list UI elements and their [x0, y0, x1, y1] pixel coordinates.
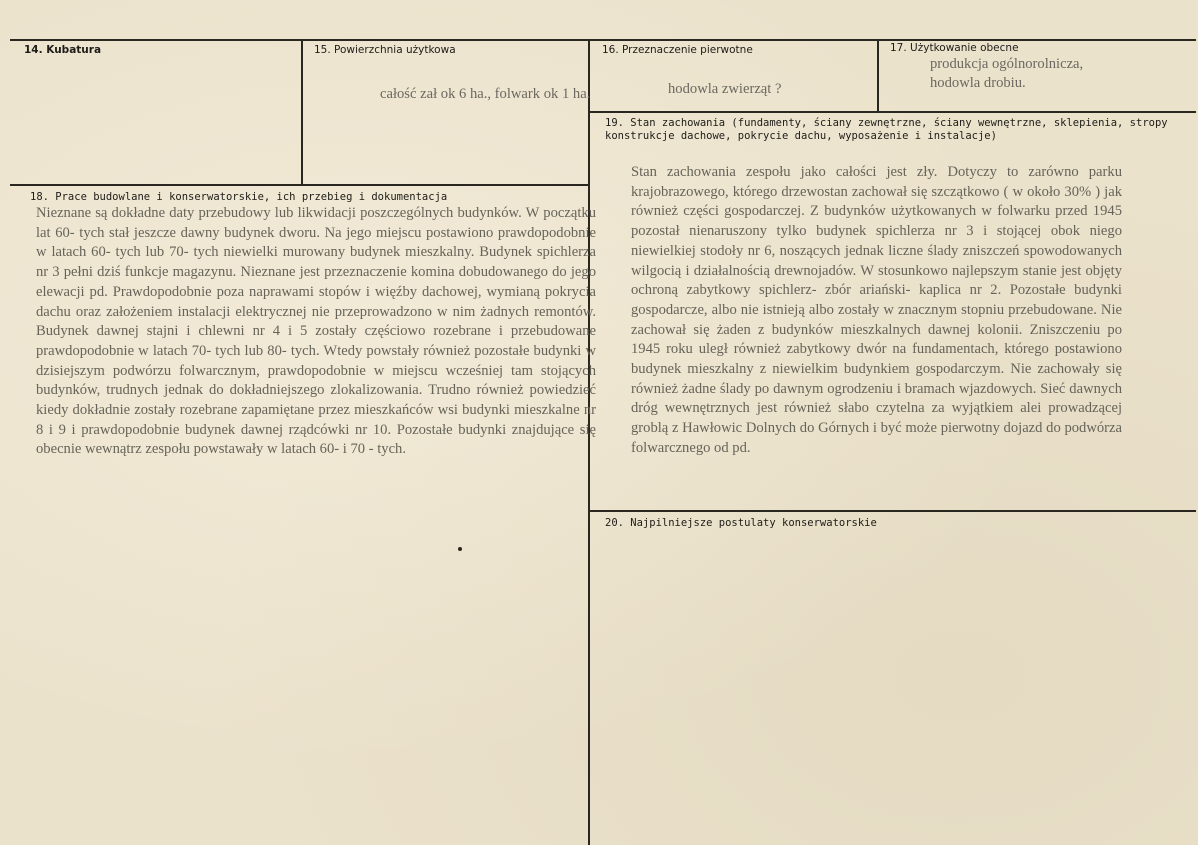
- prace-text: Nieznane są dokładne daty przebudowy lub likwidacji poszczególnych budynków. W początku lat 60- tych stał jeszcze dawny budynek dworu. Na jego miejscu postawiono prawdopodobnie w latach 60- tych lub 70- tych niewielki murowany budynek mieszkalny. Budynek spichlerza nr 3 pełni dziś funkcje magazynu. Nieznane jest przeznaczenie komina dobudowanego do jego elewacji pd. Prawdopodobnie poza naprawami stopów i więźby dachowej, wymianą pokrycia dachu oraz założeniem instalacji elektrycznej nie przeprowadzono w nim żadnych remontów. Budynek dawnej stajni i chlewni nr 4 i 5 zostały częściowo rozebrane i przebudowane prawdopodobnie w latach 70- tych lub 80- tych. Wtedy powstały również pozostałe budynki w dzisiejszym podwórzu folwarcznym, prawdopodobnie w miejscu wcześniej tam stojących budynków, trudnych jednak do dokładniejszego zlokalizowania. Trudno również powiedzieć kiedy dokładnie zostały rozebrane zapamiętane przez mieszkańców wsi budynki mieszkalne nr 8 i 9 i prawdopodobnie budynek dawnej rządcówki nr 10. Pozostałe budynki znajdujące się obecnie wewnątrz zespołu powstawały w latach 60- i 70 - tych.: [36, 205, 596, 458]
- przeznaczenie-label: 16. Przeznaczenie pierwotne: [602, 44, 753, 56]
- divider-above-18: [10, 184, 588, 186]
- uzytkowanie-value-line-2: hodowla drobiu.: [930, 75, 1026, 91]
- divider-14-15: [301, 39, 303, 185]
- divider-below-16-17: [589, 111, 1196, 113]
- przeznaczenie-value: hodowla zwierząt ?: [668, 81, 782, 97]
- stan-label-line-1: 19. Stan zachowania (fundamenty, ściany zewnętrzne, ściany wewnętrzne, sklepienia, stropy: [605, 117, 1168, 129]
- uzytkowanie-label: 17. Użytkowanie obecne: [890, 42, 1019, 54]
- stan-label-line-2: konstrukcje dachowe, pokrycie dachu, wyposażenie i instalacje): [605, 130, 997, 142]
- divider-16-17: [877, 39, 879, 111]
- paper-speck: [458, 547, 462, 551]
- postulaty-label: 20. Najpilniejsze postulaty konserwatorskie: [605, 517, 877, 529]
- top-border: [10, 39, 1196, 41]
- uzytkowanie-value-line-1: produkcja ogólnorolnicza,: [930, 56, 1084, 72]
- stan-text: Stan zachowania zespołu jako całości jest zły. Dotyczy to zarówno parku krajobrazowego, którego drzewostan zachował się szczątkowo ( w około 30% ) jak również części gospodarczej. Z budynków użytkowanych w folwarku przed 1945 pozostał nienaruszony tylko budynek spichlerza nr 3 i stojącej obok niego niewielkiej stodoły nr 6, noszących jednak liczne ślady zniszczeń spowodowanych wilgocią i działalnością drewnojadów. W stosunkowo najlepszym stanie jest objęty ochroną zabytkowy spichlerz- zbór ariański- kaplica nr 2. Pozostałe budynki gospodarcze, albo nie istnieją albo zostały w znacznym stopniu przebudowane. Nie zachował się żaden z budynków mieszkalnych dawnej kolonii. Zniszczeniu po 1945 roku uległ również zabytkowy dwór na fundamentach, którego postawiono budynek mieszkalny z niewielkim budynkiem gospodarczym. Nie zachowały się również żadne ślady po dawnym ogrodzeniu i bramach wjazdowych. Sieć dawnych dróg wewnętrznych jest również słabo czytelna za wyjątkiem alei prowadzącej groblą z Hawłowic Dolnych do Górnych i być może pierwotny dojazd do podwórza folwarcznego od pd.: [631, 164, 1122, 456]
- prace-label: 18. Prace budowlane i konserwatorskie, ich przebieg i dokumentacja: [30, 191, 448, 203]
- divider-above-20: [589, 510, 1196, 512]
- powierzchnia-value: całość zał ok 6 ha., folwark ok 1 ha.: [380, 86, 591, 102]
- powierzchnia-label: 15. Powierzchnia użytkowa: [314, 44, 456, 56]
- kubatura-label: 14. Kubatura: [24, 44, 102, 56]
